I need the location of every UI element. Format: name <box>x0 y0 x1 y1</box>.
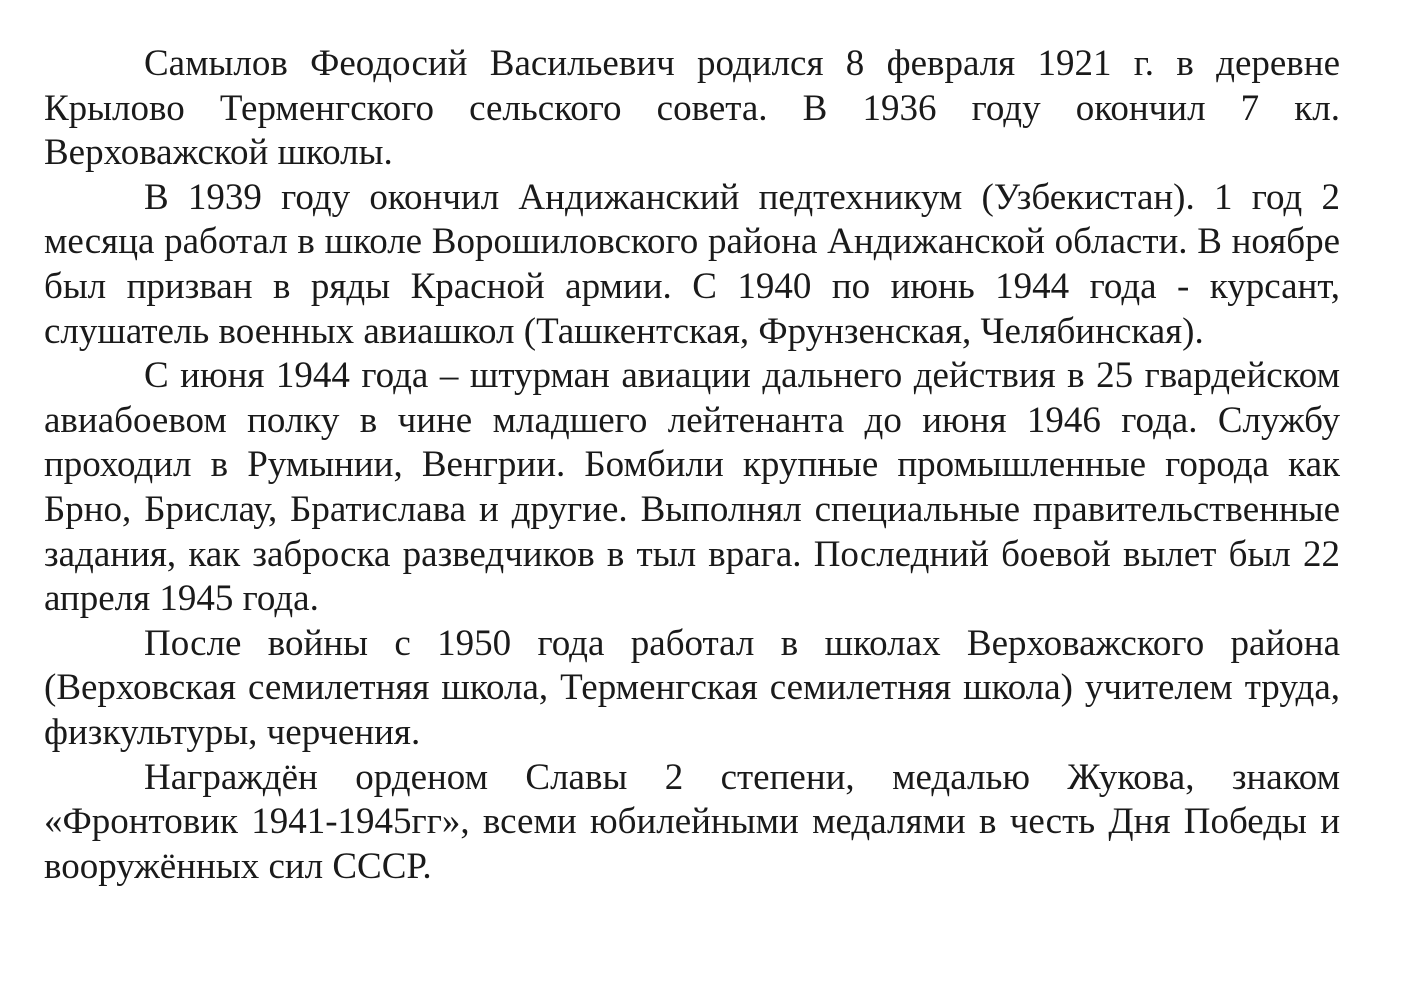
paragraph-education: В 1939 году окончил Андижанский педтехникум (Узбекистан). 1 год 2 месяца работал в школе Ворошиловского района Андижанской области. В ноябре был призван в ряды Красной армии. С 1940 по июнь 1944 года - курсант, слушатель военных авиашкол (Ташкентская, Фрунзенская, Челябинская). <box>44 176 1340 352</box>
paragraph-postwar: После войны с 1950 года работал в школах Верховажского района (Верховская семилетняя школа, Терменгская семилетняя школа) учителем труда, физкультуры, черчения. <box>44 622 1340 753</box>
paragraph-awards: Награждён орденом Славы 2 степени, медалью Жукова, знаком «Фронтовик 1941-1945гг», всеми юбилейными медалями в честь Дня Победы и вооружённых сил СССР. <box>44 756 1340 887</box>
paragraph-birth: Самылов Феодосий Васильевич родился 8 февраля 1921 г. в деревне Крылово Терменгского сельского совета. В 1936 году окончил 7 кл. Верховажской школы. <box>44 43 1340 174</box>
document-body <box>44 42 1340 889</box>
paragraph-service: С июня 1944 года – штурман авиации дальнего действия в 25 гвардейском авиабоевом полку в чине младшего лейтенанта до июня 1946 года. Службу проходил в Румынии, Венгрии. Бомбили крупные промышленные города как Брно, Бриcлау, Братислава и другие. Выполнял специальные правительственные задания, как заброска разведчиков в тыл врага. Последний боевой вылет был 22 апреля 1945 года. <box>44 355 1340 620</box>
